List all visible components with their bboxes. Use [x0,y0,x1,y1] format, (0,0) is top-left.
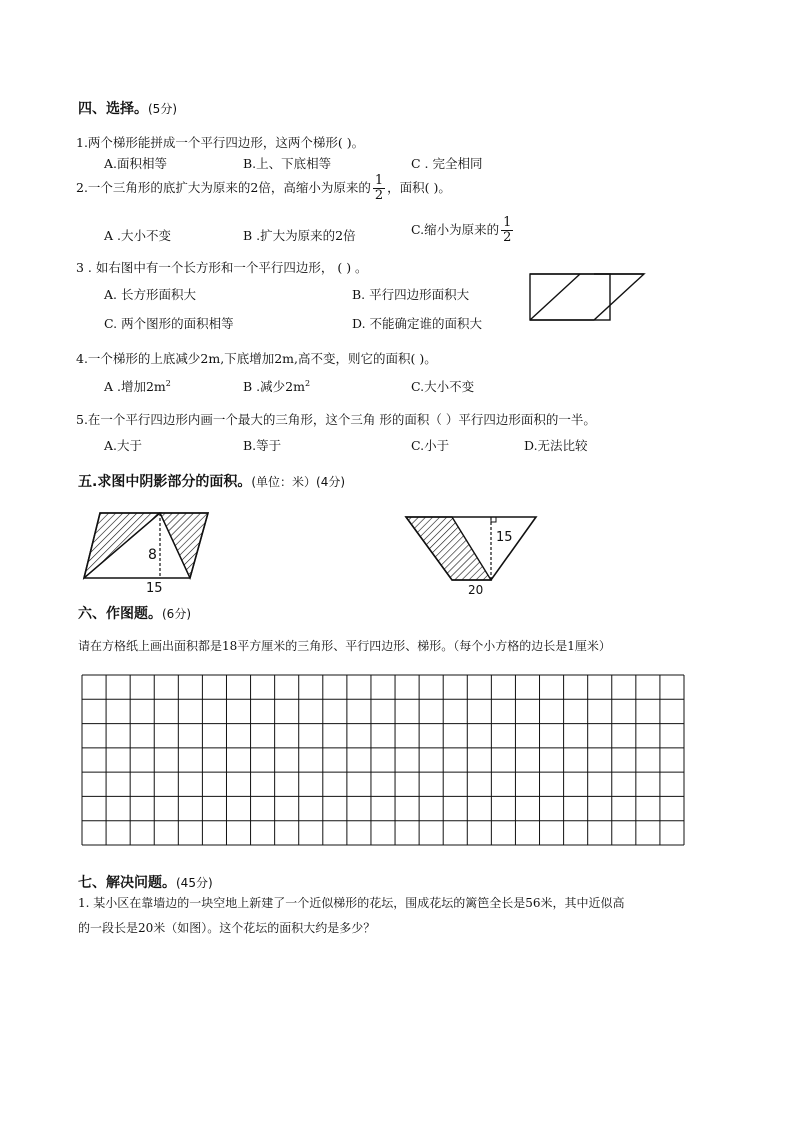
section6-title [78,603,191,623]
q1-option-a: A.面积相等 [104,156,168,171]
section7-title-text: 七、解决问题。 [78,875,176,891]
section5-title-text: 五.求图中阴影部分的面积。 [78,474,252,490]
q2-fraction [373,174,385,203]
q4-option-b-sup: 2 [304,378,311,388]
fig1-shaded-right [160,513,208,578]
q2-option-b: B .扩大为原来的2倍 [243,228,356,243]
section7-q1-line1: 1. 某小区在靠墙边的一块空地上新建了一个近似梯形的花坛，围成花坛的篱笆全长是56米，其中近似高 [78,896,625,910]
section5-title [78,471,345,491]
grid-lines [82,675,684,845]
q3-text: 3 . 如右图中有一个长方形和一个平行四边形， ( ) 。 [76,260,368,275]
fig2-height-label: 15 [496,530,513,545]
drawing-grid[interactable] [81,674,685,846]
q3-option-c: C. 两个图形的面积相等 [104,316,234,331]
section4-title-text: 四、选择。 [78,101,148,117]
q4-option-c: C.大小不变 [411,379,475,394]
q3-option-d: D. 不能确定谁的面积大 [352,316,483,331]
q1-option-b: B.上、下底相等 [243,156,332,171]
q2-text [76,174,451,203]
fig2-shaded [406,517,491,580]
section6-title-text: 六、作图题。 [78,606,162,622]
q5-option-c: C.小于 [411,438,450,453]
q1-text: 1.两个梯形能拼成一个平行四边形，这两个梯形( )。 [76,135,365,150]
section7-points: (45分) [176,876,213,890]
section7-q1-line2: 的一段长是20米（如图）。这个花坛的面积大约是多少？ [78,921,376,935]
section7-title [78,872,213,892]
fig2-base-label: 20 [468,583,484,597]
q2-text-after: ，面积( )。 [387,180,451,195]
q4-option-a [104,377,171,395]
q4-option-a-text: A .增加2m [104,379,166,394]
q2-text-before: 2.一个三角形的底扩大为原来的2倍，高缩小为原来的 [76,180,371,195]
q3-option-a: A. 长方形面积大 [104,287,196,302]
section4-title [78,98,177,118]
q1-option-c: C . 完全相同 [411,156,483,171]
q5-option-d: D.无法比较 [524,438,588,453]
q5-option-b: B.等于 [243,438,282,453]
q4-option-b-text: B .减少2m [243,379,305,394]
section6-points: (6分) [162,607,191,621]
q2-option-c-frac-den: 2 [503,230,512,245]
q2-option-c [411,216,515,245]
fig2-trapezoid [402,512,542,598]
q5-text: 5.在一个平行四边形内画一个最大的三角形，这个三角 形的面积（ ）平行四边形面积的一半。 [76,412,596,427]
q4-option-a-sup: 2 [165,378,171,388]
q4-text: 4.一个梯形的上底减少2m,下底增加2m,高不变，则它的面积( )。 [76,351,437,366]
q2-frac-den: 2 [374,188,384,203]
section4-points: (5分) [148,102,177,116]
q2-option-c-frac-num: 1 [503,215,512,230]
q2-option-c-fraction [501,216,513,245]
q2-frac-num: 1 [374,173,384,188]
q5-option-a: A.大于 [104,438,143,453]
q2-option-a: A .大小不变 [104,228,171,243]
fig1-height-label: 8 [148,547,157,563]
q3-parallelogram-side [530,274,580,320]
q2-option-c-text: C.缩小为原来的 [411,222,500,237]
fig1-parallelogram [78,508,214,596]
q3-parallelogram [530,274,644,320]
section6-instruction: 请在方格纸上画出面积都是18平方厘米的三角形、平行四边形、梯形。（每个小方格的边长是1厘米） [78,639,611,653]
q3-figure [526,268,650,324]
fig1-base-label: 15 [146,581,163,596]
q3-option-b: B. 平行四边形面积大 [352,287,470,302]
section5-points: (单位：米）(4分) [251,475,346,489]
q3-rectangle [530,274,610,320]
q4-option-b [243,377,310,395]
